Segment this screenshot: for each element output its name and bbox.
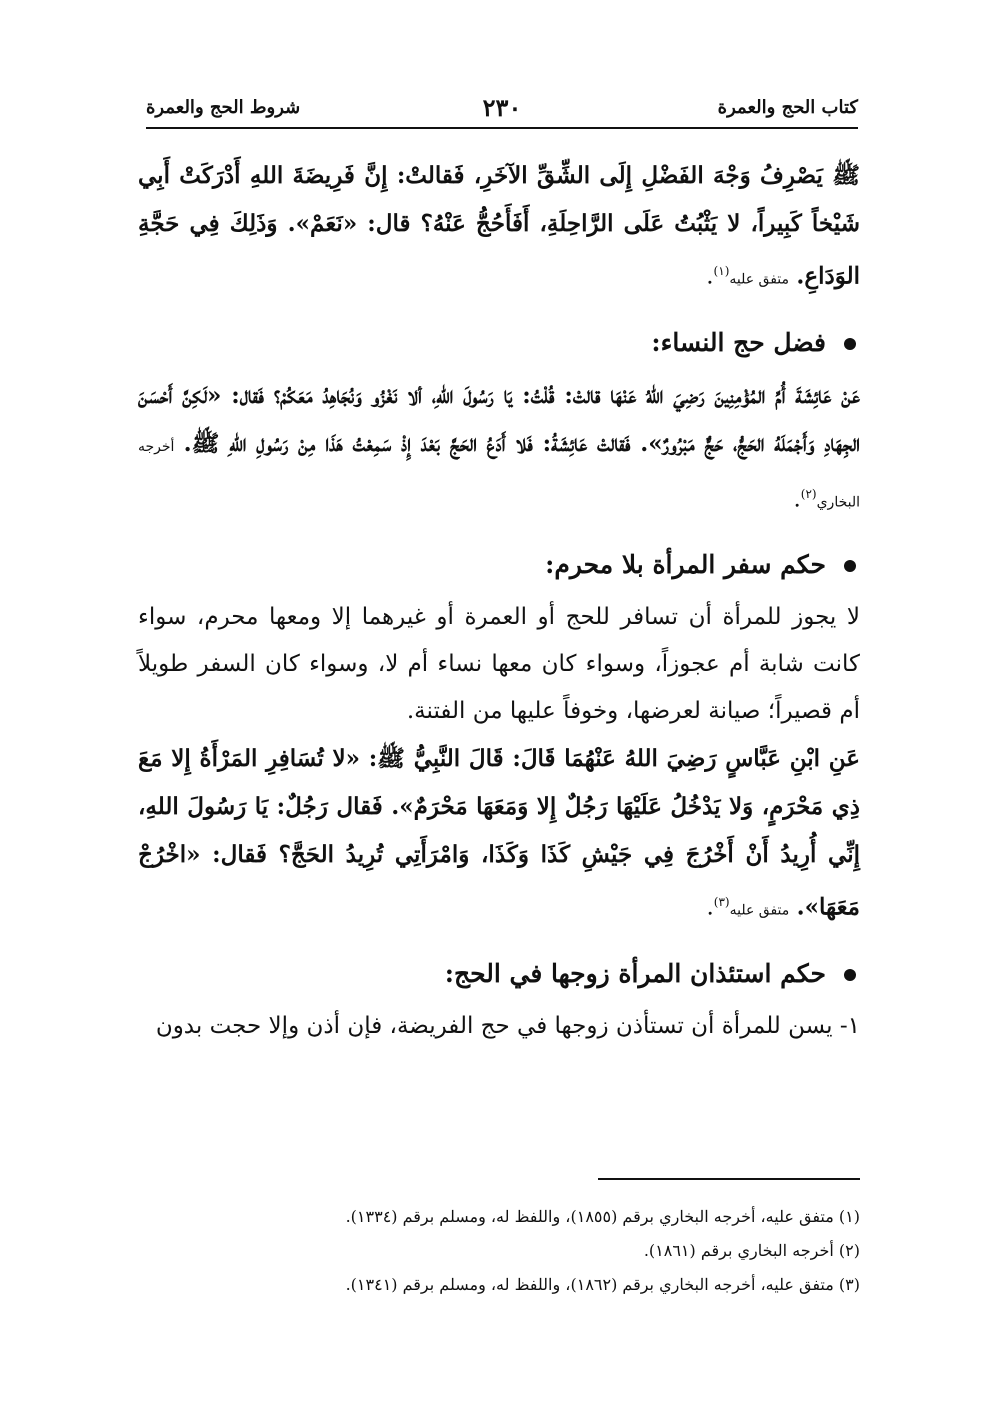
bullet-icon (844, 560, 856, 572)
paragraph-hadith-1: ﷺ يَصْرِفُ وَجْهَ الفَضْلِ إِلَى الشِّقِّ الآخَرِ، فَقالتْ: إِنَّ فَرِيضَةَ اللهِ أَدْرَكَتْ أَبِي شَيْخاً كَبِيراً، لا يَثْبُتُ عَلَى الرَّاحِلَةِ، أَفَأَحُجُّ عَنْهُ؟ قال: «نَعَمْ». وَذَلِكَ فِي حَجَّةِ الوَدَاعِ. متفق عليه$^{(١)}$. (138, 162, 860, 290)
paragraph-hadith-2: عَنْ عَائِشَةَ أُمِّ المُؤْمِنِينَ رَضِيَ اللهُ عَنْهَا قالتْ: قُلْتُ: يَا رَسُولَ اللهِ، ألا نَغْزُو وَنُجَاهِدُ مَعَكُمْ؟ فَقال: «لَكِنَّ أَحْسَنَ الجِهَادِ وَأَجْمَلَهُ الحَجُّ، حَجٌّ مَبْرُورٌ». فَقالتْ عَائِشَةُ: فَلا أَدَعُ الحَجَّ بَعْدَ إِذْ سَمِعْتُ هَذَا مِنْ رَسُولِ اللهِ ﷺ. أخرجه البخاري$^{(٢)}$. (138, 381, 861, 513)
heading-text: فضل حج النساء: (651, 327, 826, 357)
header-rule (146, 127, 858, 129)
page-header (146, 93, 858, 131)
section-heading (138, 949, 860, 999)
footnote: (٢) أخرجه البخاري برقم (١٨٦١). (643, 1241, 860, 1260)
footnote-ref: (١) (713, 264, 730, 278)
paragraph-ruling-item: ١- يسن للمرأة أن تستأذن زوجها في حج الفريضة، فإن أذن وإلا حجت بدون (155, 1012, 860, 1039)
footnotes (145, 1200, 860, 1302)
hadith-source: أخرجه البخاري (138, 438, 860, 511)
chapter-title: شروط الحج والعمرة (146, 97, 301, 118)
heading-text: حكم استئذان المرأة زوجها في الحج: (444, 958, 826, 988)
bullet-icon (844, 969, 856, 981)
footnote: (١) متفق عليه، أخرجه البخاري برقم (١٨٥٥)، واللفظ له، ومسلم برقم (١٣٣٤). (345, 1207, 860, 1226)
hadith-text: عَنِ ابْنِ عَبَّاسٍ رَضِيَ اللهُ عَنْهُمَا قَالَ: قَالَ النَّبِيُّ ﷺ: «لا تُسَافِرِ المَرْأَةُ إِلا مَعَ ذِي مَحْرَمٍ، وَلا يَدْخُلُ عَلَيْهَا رَجُلٌ إِلا وَمَعَهَا مَحْرَمٌ». فَقال رَجُلٌ: يَا رَسُولَ اللهِ، إِنِّي أُرِيدُ أَنْ أَخْرُجَ فِي جَيْشِ كَذَا وَكَذَا، وَامْرَأَتِي تُرِيدُ الحَجَّ؟ فَقال: «اخْرُجْ مَعَهَا». (138, 745, 860, 921)
section-heading (138, 318, 860, 368)
hadith-source: متفق عليه (729, 902, 790, 919)
page-number: ٢٣٠ (482, 93, 522, 122)
footnote: (٣) متفق عليه، أخرجه البخاري برقم (١٨٦٢)، واللفظ له، ومسلم برقم (١٣٤١). (345, 1275, 860, 1294)
hadith-text: عَنْ عَائِشَةَ أُمِّ المُؤْمِنِينَ رَضِيَ اللهُ عَنْهَا قالتْ: قُلْتُ: يَا رَسُولَ اللهِ، ألا نَغْزُو وَنُجَاهِدُ مَعَكُمْ؟ فَقال: «لَكِنَّ أَحْسَنَ الجِهَادِ وَأَجْمَلَهُ الحَجُّ، حَجٌّ مَبْرُورٌ». فَقالتْ عَائِشَةُ: فَلا أَدَعُ الحَجَّ بَعْدَ إِذْ سَمِعْتُ هَذَا مِنْ رَسُولِ اللهِ ﷺ. (138, 381, 861, 457)
section-heading (138, 540, 860, 590)
footnote-ref: (٢) (800, 486, 817, 501)
book-title: كتاب الحج والعمرة (717, 97, 858, 118)
hadith-text: ﷺ يَصْرِفُ وَجْهَ الفَضْلِ إِلَى الشِّقِّ الآخَرِ، فَقالتْ: إِنَّ فَرِيضَةَ اللهِ أَدْرَكَتْ أَبِي شَيْخاً كَبِيراً، لا يَثْبُتُ عَلَى الرَّاحِلَةِ، أَفَأَحُجُّ عَنْهُ؟ قال: «نَعَمْ». وَذَلِكَ فِي حَجَّةِ الوَدَاعِ. (138, 162, 860, 290)
heading-text: حكم سفر المرأة بلا محرم: (545, 550, 826, 580)
page-body (138, 152, 860, 1050)
paragraph-hadith-3: عَنِ ابْنِ عَبَّاسٍ رَضِيَ اللهُ عَنْهُمَا قَالَ: قَالَ النَّبِيُّ ﷺ: «لا تُسَافِرِ المَرْأَةُ إِلا مَعَ ذِي مَحْرَمٍ، وَلا يَدْخُلُ عَلَيْهَا رَجُلٌ إِلا وَمَعَهَا مَحْرَمٌ». فَقال رَجُلٌ: يَا رَسُولَ اللهِ، إِنِّي أُرِيدُ أَنْ أَخْرُجَ فِي جَيْشِ كَذَا وَكَذَا، وَامْرَأَتِي تُرِيدُ الحَجَّ؟ فَقال: «اخْرُجْ مَعَهَا». متفق عليه$^{(٣)}$. (138, 745, 860, 921)
bullet-icon (844, 338, 856, 350)
footnote-rule (598, 1178, 860, 1180)
paragraph-ruling: لا يجوز للمرأة أن تسافر للحج أو العمرة أو غيرهما إلا ومعها محرم، سواء كانت شابة أم عجوزاً، وسواء كان معها نساء أم لا، وسواء كان السفر طويلاً أم قصيراً؛ صيانة لعرضها، وخوفاً عليها من الفتنة. (138, 604, 860, 725)
footnote-ref: (٣) (713, 895, 730, 910)
hadith-source: متفق عليه (729, 271, 790, 288)
